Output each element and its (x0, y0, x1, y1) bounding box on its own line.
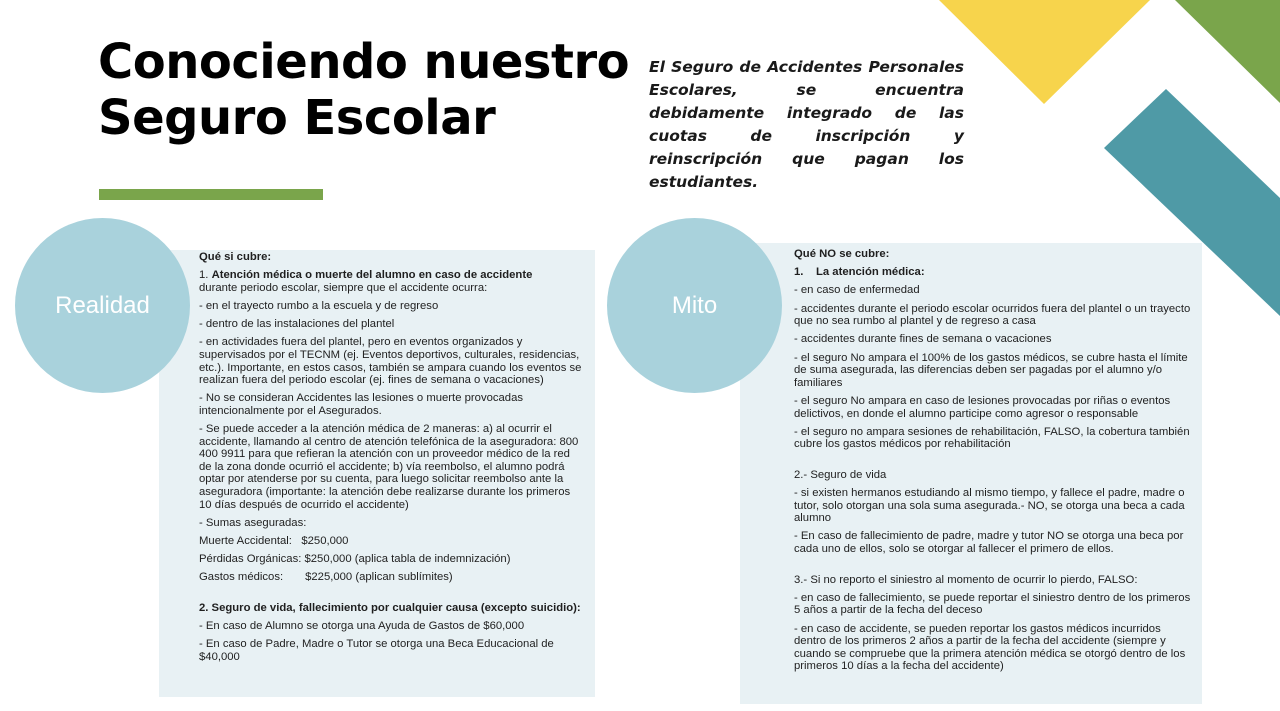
mito-circle-badge (607, 218, 782, 393)
intro-statement: El Seguro de Accidentes Personales Escolares, se encuentra debidamente integrado de las cuotas de inscripción y reinscripción que pagan los estudiantes. (649, 58, 964, 191)
mito-bullet: - en caso de enfermedad (794, 284, 920, 297)
mito-item-1-title: 1. La atención médica: (794, 266, 925, 279)
green-triangle-shape (1175, 0, 1280, 103)
realidad-heading: Qué si cubre: (199, 251, 272, 263)
mito-bullet: - accidentes durante el periodo escolar ocurridos fuera del plantel o un trayecto que no sea rumbo al plantel y de regreso a casa (794, 302, 1191, 328)
realidad-item-2-bullet: - En caso de Alumno se otorga una Ayuda de Gastos de $60,000 (199, 620, 525, 633)
realidad-item-2-title: 2. Seguro de vida, fallecimiento por cualquier causa (excepto suicidio): (199, 602, 581, 614)
mito-heading: Qué NO se cubre: (794, 248, 890, 260)
realidad-sum: Muerte Accidental: $250,000 (199, 535, 349, 548)
realidad-bullet: - Sumas aseguradas: (199, 516, 307, 529)
realidad-bullet: - en el trayecto rumbo a la escuela y de regreso (199, 299, 439, 312)
realidad-item-1-number: 1. (199, 269, 212, 282)
realidad-item-2-bullet: - En caso de Padre, Madre o Tutor se otorga una Beca Educacional de $40,000 (199, 638, 554, 663)
mito-panel (740, 243, 1202, 704)
realidad-bullet: - No se consideran Accidentes las lesiones o muerte provocadas intencionalmente por el Asegurados. (199, 392, 524, 417)
realidad-panel (159, 250, 595, 697)
mito-bullet: - En caso de fallecimiento de padre, madre y tutor NO se otorga una beca por cada uno de ellos, solo se otorgar al fallecer el primero de ellos. (794, 530, 1184, 556)
mito-bullet: - en caso de fallecimiento, se puede reportar el siniestro dentro de los primeros 5 años a partir de la fecha del deceso (794, 591, 1191, 617)
page-title (98, 34, 629, 146)
realidad-sum: Gastos médicos: $225,000 (aplican sublímites) (199, 571, 453, 584)
mito-bullet: - el seguro no ampara sesiones de rehabilitación, FALSO, la cobertura también cubre los gastos médicos por rehabilitación (794, 425, 1190, 451)
yellow-triangle-shape (939, 0, 1150, 104)
title-line-1: Conociendo nuestro (98, 34, 630, 90)
realidad-circle-badge (15, 218, 190, 393)
mito-bullet: - en caso de accidente, se pueden reportar los gastos médicos incurridos dentro de los primeros 2 años a partir de la fecha del accidente (siempre y cuando se compruebe que la primera atención médica se otorgó dentro de los primeros 10 días a la fecha del accidente) (794, 622, 1186, 673)
mito-bullet: - el seguro No ampara el 100% de los gastos médicos, se cubre hasta el límite de suma asegurada, las diferencias deben ser pagadas por el alumno y/o familiares (794, 351, 1188, 389)
realidad-bullet: - dentro de las instalaciones del plantel (199, 318, 395, 331)
realidad-item-1 (199, 269, 585, 294)
mito-item-2-title: 2.- Seguro de vida (794, 468, 887, 481)
title-underline-bar (99, 189, 323, 200)
mito-bullet: - accidentes durante fines de semana o vacaciones (794, 333, 1052, 346)
title-line-2: Seguro Escolar (98, 90, 496, 146)
realidad-bullet: - en actividades fuera del plantel, pero en eventos organizados y supervisados por el TECNM (ej. Eventos deportivos, culturales, residencias, etc.). Importante, en estos casos, también se ampara cuando los eventos se realizan fuera del periodo escolar (ej. fines de semana o vacaciones) (199, 336, 582, 387)
realidad-bullet: - Se puede acceder a la atención médica de 2 maneras: a) al ocurrir el accidente, llamando al centro de atención telefónica de la aseguradora: 800 400 9911 para que refieran la atención con un proveedor médico de la red de la zona donde ocurrió el accidente; b) vía reembolso, el alumno podrá optar por atenderse por su cuenta, para luego solicitar reembolso ante la aseguradora (importante: la atención debe realizarse durante los primeros 10 días después de ocurrido el accidente) (199, 423, 579, 511)
mito-bullet: - si existen hermanos estudiando al mismo tiempo, y fallece el padre, madre o tutor, solo otorgan una sola suma asegurada.- NO, se otorga una beca a cada alumno (794, 487, 1185, 525)
mito-bullet: - el seguro No ampara en caso de lesiones provocadas por riñas o eventos delictivos, en donde el alumno participe como agresor o responsable (794, 394, 1171, 420)
mito-item-3-title: 3.- Si no reporto el siniestro al momento de ocurrir lo pierdo, FALSO: (794, 573, 1138, 586)
realidad-sum: Pérdidas Orgánicas: $250,000 (aplica tabla de indemnización) (199, 553, 511, 566)
realidad-item-1-title: Atención médica o muerte del alumno en caso de accidente (211, 269, 533, 282)
realidad-item-1-text: durante periodo escolar, siempre que el accidente ocurra: (199, 281, 488, 294)
realidad-label: Realidad (55, 291, 150, 319)
mito-label: Mito (671, 291, 718, 319)
